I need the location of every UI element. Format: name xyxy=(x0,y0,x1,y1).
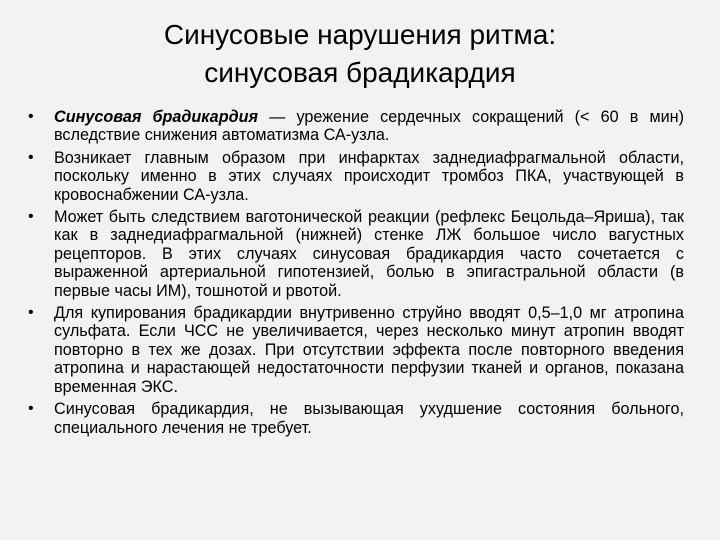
bullet-text: Возникает главным образом при инфарктах заднедиафрагмальной области, поскольку именно в этих случаях происходит тромбоз ПКА, участвующей в кровоснабжении СА-узла. xyxy=(54,148,684,204)
slide-title-line-1: Синусовые нарушения ритма: xyxy=(163,19,557,50)
bullet-list xyxy=(28,108,684,441)
bullet-text: Может быть следствием ваготонической реакции (рефлекс Бецольда–Яриша), так как в заднедиафрагмальной (нижней) стенке ЛЖ большое число вагустных рецепторов. В этих случаях синусовая брадикардия часто сочетается с выраженной артериальной гипотензией, болью в эпигастральной области (в первые часы ИМ), тошнотой и рвотой. xyxy=(54,208,684,300)
bullet-text: Синусовая брадикардия, не вызывающая ухудшение состояния больного, специального лечения не требует. xyxy=(54,400,684,437)
bullet-item-vagotonic xyxy=(28,208,684,300)
bullet-dot-icon: • xyxy=(28,304,34,322)
bullet-dot-icon: • xyxy=(28,208,34,226)
slide-title xyxy=(0,16,720,92)
slide-title-line-2: синусовая брадикардия xyxy=(204,57,516,88)
bullet-item-treatment xyxy=(28,304,684,396)
bullet-item-definition xyxy=(28,108,684,145)
bullet-dot-icon: • xyxy=(28,400,34,418)
bullet-text: — урежение сердечных сокращений (< 60 в мин) вследствие снижения автоматизма СА-узла. xyxy=(54,108,685,145)
bullet-item-no-treatment xyxy=(28,400,684,437)
bullet-dot-icon: • xyxy=(28,148,34,166)
bullet-term: Синусовая брадикардия xyxy=(54,108,259,126)
bullet-text: Для купирования брадикардии внутривенно струйно вводят 0,5–1,0 мг атропина сульфата. Если ЧСС не увеличивается, через несколько минут атропин вводят повторно в тех же дозах. При отсутствии эффекта после повторного введения атропина и нарастающей недостаточности перфузии тканей и органов, показана временная ЭКС. xyxy=(54,304,684,396)
bullet-dot-icon: • xyxy=(28,108,34,125)
bullet-item-cause xyxy=(28,149,684,204)
